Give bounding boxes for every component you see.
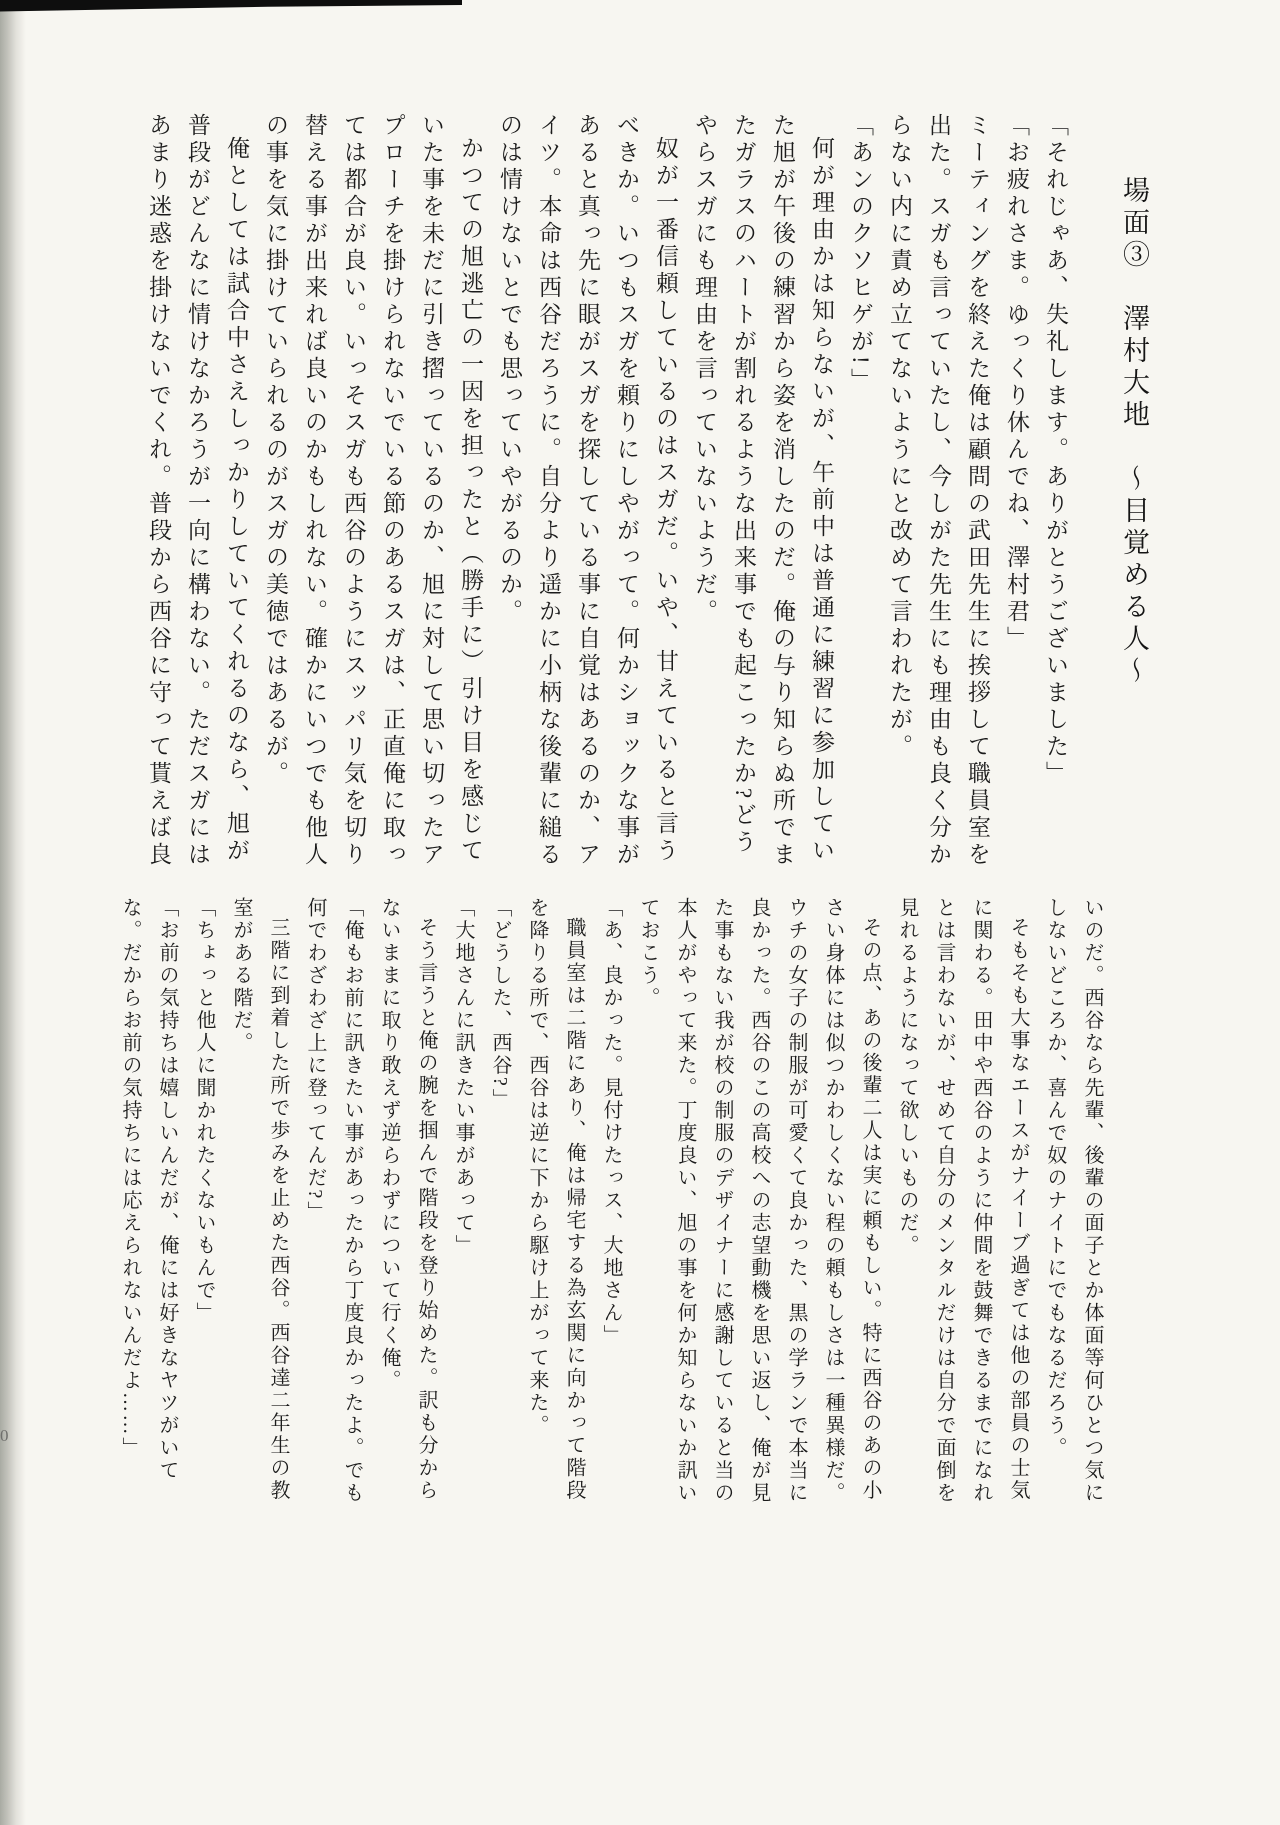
scan-top-artifact bbox=[0, 0, 462, 13]
paragraph: そう言うと俺の腕を掴んで階段を登り始めた。訳も分からないままに取り敢えず逆らわずについて行く俺。 bbox=[378, 897, 437, 1502]
paragraph: 「俺もお前に訊きたい事があったから丁度良かったよ。でも何でわざわざ上に登ってんだ?」 bbox=[304, 897, 363, 1505]
paragraph: 「それじゃあ、失礼します。ありがとうございました」 bbox=[1043, 113, 1068, 788]
paragraph: 職員室は二階にあり、俺は帰宅する為玄関に向かって階段を降りる所で、西谷は逆に下から駆け上がって来た。 bbox=[526, 897, 585, 1502]
page-left-edge-shadow bbox=[0, 0, 26, 1825]
paragraph: 三階に到着した所で歩みを止めた西谷。西谷達二年生の教室がある階だ。 bbox=[230, 897, 289, 1502]
paragraph: そもそも大事なエースがナイーブ過ぎては他の部員の士気に関わる。田中や西谷のように仲間を鼓舞できるまでになれとは言わないが、せめて自分のメンタルだけは自分で面倒を見れるようになって欲しいものだ。 bbox=[896, 897, 1029, 1505]
paragraph: 「大地さんに訊きたい事があって」 bbox=[452, 897, 474, 1257]
paragraph: その点、あの後輩二人は実に頼もしい。特に西谷のあの小さい身体には似つかわしくない程の頼もしさは一種異様だ。ウチの女子の制服が可愛くて良かった、黒の学ランで本当に良かった。西谷のこの高校への志望動機を思い返し、俺が見た事もない我が校の制服のデザイナーに感謝していると当の本人がやって来た。丁度良い、旭の事を何か知らないか訊いておこう。 bbox=[637, 897, 881, 1505]
paragraph: 「あンのクソヒゲが!」 bbox=[848, 113, 873, 395]
paragraph: 「どうした、西谷?」 bbox=[489, 897, 511, 1111]
paragraph: 「お疲れさま。ゆっくり休んでね、澤村君」 bbox=[1004, 113, 1029, 653]
paragraph: 俺としては試合中さえしっかりしていてくれるのなら、旭が普段がどんなに情けなかろうが一向に構わない。ただスガにはあまり迷惑を掛けないでくれ。普段から西谷に守って貰えば良 bbox=[146, 113, 249, 869]
paragraph: 「あ、良かった。見付けたっス、大地さん」 bbox=[600, 897, 622, 1347]
paragraph: ミーティングを終えた俺は顧問の武田先生に挨拶して職員室を出た。スガも言っていたし、今しがた先生にも理由も良く分からない内に責め立てないようにと改めて言われたが。 bbox=[887, 113, 990, 869]
lower-text-block bbox=[111, 897, 1110, 1523]
upper-text-block bbox=[139, 113, 1075, 871]
paragraph: かつての旭逃亡の一因を担ったと（勝手に）引け目を感じていた事を未だに引き摺っているのか、旭に対して思い切ったアプローチを掛けられないでいる節のあるスガは、正直俺に取っては都合が良い。いっそスガも西谷のようにスッパリ気を切り替える事が出来れば良いのかもしれない。確かにいつでも他人の事を気に掛けていられるのがスガの美徳ではあるが。 bbox=[263, 113, 483, 869]
paragraph: 何が理由かは知らないが、午前中は普通に練習に参加していた旭が午後の練習から姿を消したのだ。俺の与り知らぬ所でまたガラスのハートが割れるような出来事でも起こったか?どうやらスガにも理由を言っていないようだ。 bbox=[692, 113, 834, 869]
paragraph: 「ちょっと他人に聞かれたくないもんで」 bbox=[193, 897, 215, 1325]
page-number: 0 bbox=[0, 1426, 9, 1445]
paragraph: 奴が一番信頼しているのはスガだ。いや、甘えていると言うべきか。いつもスガを頼りにしやがって。何かショックな事があると真っ先に眼がスガを探している事に自覚はあるのか、アイツ。本命は西谷だろうに。自分より遥かに小柄な後輩に縋るのは情けないとでも思っていやがるのか。 bbox=[497, 113, 678, 869]
section-title: 場面③ 澤村大地 ～目覚める人～ bbox=[1119, 176, 1149, 688]
paragraph: 「お前の気持ちは嬉しいんだが、俺には好きなヤツがいてな。だからお前の気持ちには応えられないんだよ……」 bbox=[119, 897, 178, 1482]
paragraph: いのだ。西谷なら先輩、後輩の面子とか体面等何ひとつ気にしないどころか、喜んで奴のナイトにでもなるだろう。 bbox=[1044, 897, 1103, 1505]
